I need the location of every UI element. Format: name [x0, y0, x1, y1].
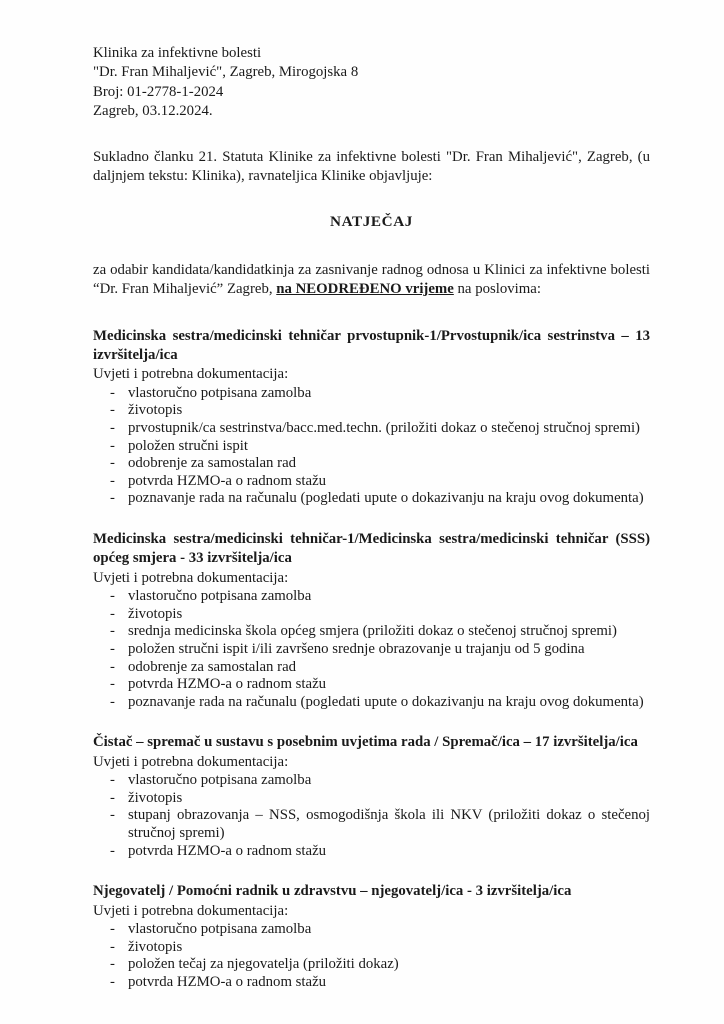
job-section-medicinska-sestra-sss	[93, 530, 650, 711]
intro-paragraph: Sukladno članku 21. Statuta Klinike za infektivne bolesti "Dr. Fran Mihaljević", Zagreb, (u daljnjem tekstu: Klinika), ravnateljica Klinike objavljuje:	[93, 148, 650, 185]
letterhead	[93, 44, 650, 122]
requirement-item: - odobrenje za samostalan rad	[93, 659, 650, 677]
requirements-label: Uvjeti i potrebna dokumentacija:	[93, 753, 289, 770]
requirement-item: - srednja medicinska škola općeg smjera (priložiti dokaz o stečenoj stručnoj spremi)	[93, 623, 650, 641]
requirement-item: - životopis	[93, 939, 650, 957]
requirement-item: - položen stručni ispit i/ili završeno srednje obrazovanje u trajanju od 5 godina	[93, 641, 650, 659]
requirement-item: - vlastoručno potpisana zamolba	[93, 772, 650, 790]
requirement-item: - stupanj obrazovanja – NSS, osmogodišnja škola ili NKV (priložiti dokaz o stečenoj stručnoj spremi)	[93, 807, 650, 842]
requirements-list	[93, 588, 650, 711]
requirements-label: Uvjeti i potrebna dokumentacija:	[93, 569, 289, 586]
requirement-item: - vlastoručno potpisana zamolba	[93, 921, 650, 939]
letterhead-institution: Klinika za infektivne bolesti	[93, 45, 262, 61]
requirements-list	[93, 772, 650, 860]
requirement-item: - životopis	[93, 606, 650, 624]
requirement-item: - vlastoručno potpisana zamolba	[93, 385, 650, 403]
requirement-item: - potvrda HZMO-a o radnom stažu	[93, 473, 650, 491]
requirement-item: - poznavanje rada na računalu (pogledati upute o dokazivanju na kraju ovog dokumenta)	[93, 694, 650, 712]
letterhead-date: Zagreb, 03.12.2024.	[93, 103, 213, 120]
requirement-item: - položen stručni ispit	[93, 438, 650, 456]
job-section-njegovatelj	[93, 882, 650, 991]
requirement-item: - potvrda HZMO-a o radnom stažu	[93, 843, 650, 861]
requirements-label: Uvjeti i potrebna dokumentacija:	[93, 902, 289, 919]
subject-text-pre: za odabir kandidata/kandidatkinja za zasnivanje radnog odnosa u Klinici za infektivne bolesti “Dr. Fran Mihaljević” Zagreb,	[93, 261, 650, 298]
requirement-item: - prvostupnik/ca sestrinstva/bacc.med.techn. (priložiti dokaz o stečenoj stručnoj spremi)	[93, 420, 650, 438]
job-section-medicinska-sestra-prvostupnik	[93, 327, 650, 508]
job-section-cistac-spremac	[93, 733, 650, 860]
subject-emphasis-underlined: na NEODREĐENO vrijeme	[276, 281, 454, 298]
subject-paragraph	[93, 261, 650, 300]
requirement-item: - životopis	[93, 402, 650, 420]
letterhead-reference-number: Broj: 01-2778-1-2024	[93, 83, 224, 100]
document-title: NATJEČAJ	[330, 213, 413, 231]
requirement-item: - potvrda HZMO-a o radnom stažu	[93, 974, 650, 992]
requirements-list	[93, 385, 650, 508]
requirements-list	[93, 921, 650, 991]
requirement-item: - potvrda HZMO-a o radnom stažu	[93, 676, 650, 694]
job-title: Medicinska sestra/medicinski tehničar prvostupnik-1/Prvostupnik/ica sestrinstva – 13 izvršitelja/ica	[93, 327, 650, 364]
requirement-item: - vlastoručno potpisana zamolba	[93, 588, 650, 606]
requirements-label: Uvjeti i potrebna dokumentacija:	[93, 366, 289, 383]
job-title: Čistač – spremač u sustavu s posebnim uvjetima rada / Spremač/ica – 17 izvršitelja/ica	[93, 734, 638, 751]
requirement-item: - odobrenje za samostalan rad	[93, 455, 650, 473]
requirement-item: - životopis	[93, 790, 650, 808]
letterhead-address: "Dr. Fran Mihaljević", Zagreb, Mirogojska 8	[93, 64, 359, 81]
job-title: Njegovatelj / Pomoćni radnik u zdravstvu – njegovatelj/ica - 3 izvršitelja/ica	[93, 883, 572, 900]
requirement-item: - poznavanje rada na računalu (pogledati upute o dokazivanju na kraju ovog dokumenta)	[93, 490, 650, 508]
job-title: Medicinska sestra/medicinski tehničar-1/Medicinska sestra/medicinski tehničar (SSS) općeg smjera - 33 izvršitelja/ica	[93, 531, 650, 567]
subject-text-post: na poslovima:	[457, 281, 541, 298]
requirement-item: - položen tečaj za njegovatelja (priložiti dokaz)	[93, 956, 650, 974]
